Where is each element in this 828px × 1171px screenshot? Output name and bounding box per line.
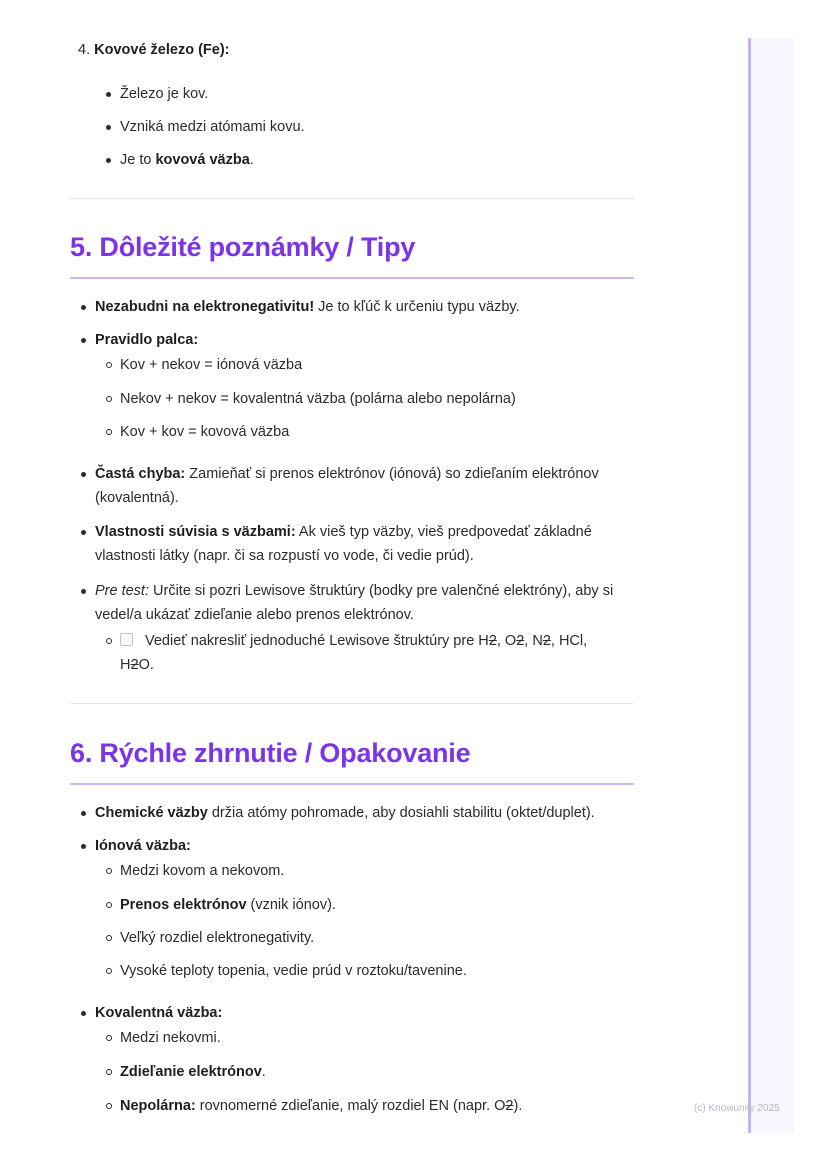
list-item bbox=[95, 834, 191, 858]
list-item-text: Nekov + nekov = kovalentná väzba (polárna alebo nepolárna) bbox=[120, 391, 516, 407]
sub-list-item bbox=[120, 1060, 266, 1084]
bold-term: Častá chyba: bbox=[95, 466, 186, 482]
list-item-text: Je to bbox=[120, 152, 156, 168]
formula-part: O bbox=[504, 633, 517, 649]
bold-term: Kovalentná väzba: bbox=[95, 1005, 223, 1021]
subscript: 2 bbox=[130, 657, 139, 673]
sub-list-item bbox=[120, 1094, 620, 1118]
divider bbox=[70, 703, 634, 704]
divider bbox=[70, 198, 634, 199]
list-item-text: Vedieť nakresliť jednoduché Lewisove štruktúry pre H bbox=[145, 633, 489, 649]
list-item bbox=[120, 115, 305, 139]
list-item-text: Zamieňať si prenos elektrónov (iónová) so zdieľaním elektrónov (kovalentná). bbox=[95, 466, 599, 506]
list-item-text: Ak vieš typ väzby, vieš predpovedať základné vlastnosti látky (napr. či sa rozpustí vo vode, či vedie prúd). bbox=[95, 524, 592, 564]
bold-term: Chemické väzby bbox=[95, 805, 208, 821]
list-item bbox=[120, 82, 208, 106]
list-item bbox=[95, 801, 640, 825]
subscript: 2 bbox=[505, 1098, 514, 1114]
heading-underline bbox=[70, 277, 634, 279]
list-item-text: Železo je kov. bbox=[120, 86, 209, 102]
punct: . bbox=[249, 152, 254, 168]
bold-term: Vlastnosti súvisia s väzbami: bbox=[95, 524, 296, 540]
list-item bbox=[95, 295, 635, 319]
subscript: 2 bbox=[488, 633, 497, 649]
right-sidebar-panel bbox=[748, 38, 794, 1133]
bold-term: Pravidlo palca: bbox=[95, 332, 199, 348]
formula-part: H bbox=[120, 657, 131, 673]
italic-term: Pre test: bbox=[95, 583, 149, 599]
list-item bbox=[95, 328, 198, 352]
list-item bbox=[95, 579, 640, 627]
watermark: (c) Knowunity 2025 bbox=[694, 1103, 780, 1114]
heading-underline bbox=[70, 783, 634, 785]
sub-list-item bbox=[120, 353, 302, 377]
list-item-text: Určite si pozri Lewisove štruktúry (bodky pre valenčné elektróny), aby si vedel/a ukázať zdieľanie alebo prenos elektrónov. bbox=[95, 583, 614, 623]
section-heading: 5. Dôležité poznámky / Tipy bbox=[70, 232, 416, 262]
bold-term: Nepolárna: bbox=[120, 1098, 196, 1114]
list-item-text: Kov + kov = kovová väzba bbox=[120, 424, 290, 440]
sub-list-item bbox=[120, 893, 336, 917]
sub-list-item-checkbox bbox=[120, 629, 620, 677]
punct: ). bbox=[513, 1098, 523, 1114]
list-item bbox=[95, 520, 640, 568]
list-item-text: Veľký rozdiel elektronegativity. bbox=[120, 930, 315, 946]
list-item-text: Vysoké teploty topenia, vedie prúd v roztoku/tavenine. bbox=[120, 963, 467, 979]
list-item-text: rovnomerné zdieľanie, malý rozdiel EN (napr. O bbox=[195, 1098, 506, 1114]
list-item-text: Medzi nekovmi. bbox=[120, 1030, 221, 1046]
list-item bbox=[120, 148, 254, 172]
bold-term: Nezabudni na elektronegativitu! bbox=[95, 299, 315, 315]
section-heading: 6. Rýchle zhrnutie / Opakovanie bbox=[70, 738, 471, 768]
list-item-text: držia atómy pohromade, aby dosiahli stabilitu (oktet/duplet). bbox=[207, 805, 595, 821]
list-item-text: (vznik iónov). bbox=[246, 897, 336, 913]
list-item bbox=[95, 462, 640, 510]
punct: , bbox=[496, 633, 505, 649]
list-item-text: Vzniká medzi atómami kovu. bbox=[120, 119, 305, 135]
list-item-text: Je to kľúč k určeniu typu väzby. bbox=[314, 299, 520, 315]
bold-term: kovová väzba bbox=[155, 152, 250, 168]
list-item-text: Medzi kovom a nekovom. bbox=[120, 863, 285, 879]
list-item-title: Kovové železo (Fe): bbox=[94, 42, 230, 58]
ordered-list-item-4 bbox=[78, 42, 229, 58]
formula-part: O. bbox=[138, 657, 154, 673]
formula-part: , HCl, bbox=[550, 633, 588, 649]
sub-list-item bbox=[120, 959, 467, 983]
punct: . bbox=[261, 1064, 266, 1080]
list-number: 4. bbox=[78, 42, 91, 58]
punct: , bbox=[524, 633, 533, 649]
sub-list-item bbox=[120, 926, 314, 950]
sub-list-item bbox=[120, 387, 516, 411]
bold-term: Iónová väzba: bbox=[95, 838, 191, 854]
sub-list-item bbox=[120, 859, 284, 883]
list-item bbox=[95, 1001, 222, 1025]
subscript: 2 bbox=[542, 633, 551, 649]
checkbox[interactable] bbox=[120, 633, 133, 646]
bold-term: Zdieľanie elektrónov bbox=[120, 1064, 262, 1080]
list-item-text: Kov + nekov = iónová väzba bbox=[120, 357, 303, 373]
sub-list-item bbox=[120, 420, 289, 444]
sub-list-item bbox=[120, 1026, 221, 1050]
formula-part: N bbox=[532, 633, 543, 649]
subscript: 2 bbox=[516, 633, 525, 649]
bold-term: Prenos elektrónov bbox=[120, 897, 247, 913]
